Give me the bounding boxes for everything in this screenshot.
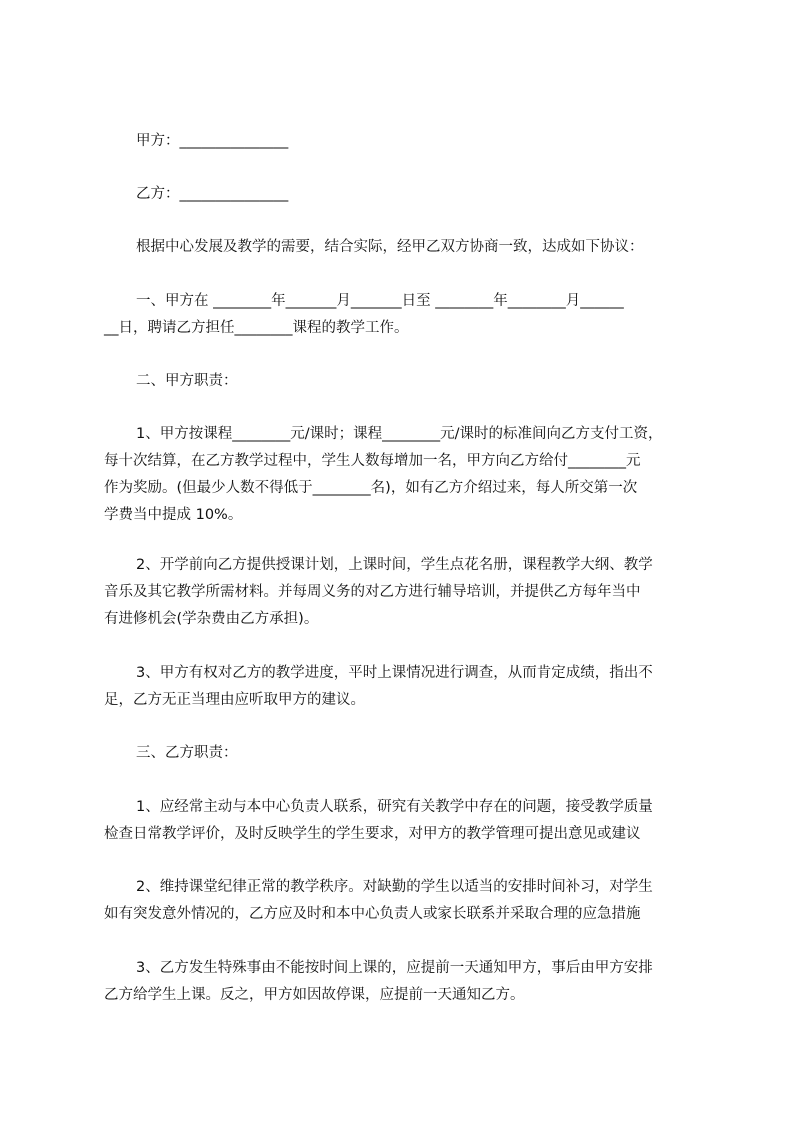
section-3-item-3 [104,955,724,1009]
s2-item2-line-1: 2、开学前向乙方提供授课计划，上课时间，学生点花名册，课程教学大纲、教学 [136,557,653,573]
section-2-item-2 [104,552,724,633]
intro-paragraph [136,234,756,261]
s3-item1-line-1: 1、应经常主动与本中心负责人联系，研究有关教学中存在的问题，接受教学质量 [136,799,653,815]
s2-item3-line-2: 足，乙方无正当理由应听取甲方的建议。 [104,692,365,708]
clause-1-paragraph [104,288,724,342]
party-a-text: 甲方：_______________ [136,133,289,149]
s2-item3-line-1: 3、甲方有权对乙方的教学进度，平时上课情况进行调查，从而肯定成绩，指出不 [136,665,653,681]
s3-item1-line-2: 检查日常教学评价，及时反映学生的学生要求，对甲方的教学管理可提出意见或建议 [104,826,641,842]
s2-item2-line-3: 有进修机会(学杂费由乙方承担)。 [104,611,319,627]
s3-item2-line-1: 2、维持课堂纪律正常的教学秩序。对缺勤的学生以适当的安排时间补习，对学生 [136,879,653,895]
section-3-item-1 [104,794,724,848]
s2-item1-line-2: 每十次结算，在乙方教学过程中，学生人数每增加一名，甲方向乙方给付________元 [104,453,641,469]
section-2-item-1 [104,421,724,529]
clause-1-line-1: 一、甲方在 ________年_______月_______日至 ________年________月______ [136,293,624,309]
section-2-title [136,368,756,395]
s3-item3-line-2: 乙方给学生上课。反之，甲方如因故停课，应提前一天通知乙方。 [104,987,525,1003]
s3-item2-line-2: 如有突发意外情况的，乙方应及时和本中心负责人或家长联系并采取合理的应急措施 [104,906,641,922]
party-a-line [136,128,756,155]
section-3-item-2 [104,874,724,928]
intro-text: 根据中心发展及教学的需要，结合实际，经甲乙双方协商一致，达成如下协议： [136,239,644,255]
s2-item1-line-4: 学费当中提成 10%。 [104,507,243,523]
section-3-title [136,740,756,767]
s3-item3-line-1: 3、乙方发生特殊事由不能按时间上课的，应提前一天通知甲方，事后由甲方安排 [136,960,653,976]
party-b-text: 乙方：_______________ [136,186,289,202]
section-2-item-3 [104,660,724,714]
s2-item1-line-3: 作为奖励。(但最少人数不得低于________名)，如有乙方介绍过来，每人所交第一次 [104,480,638,496]
clause-1-line-2: __日，聘请乙方担任________课程的教学工作。 [104,320,409,336]
s2-item2-line-2: 音乐及其它教学所需材料。并每周义务的对乙方进行辅导培训，并提供乙方每年当中 [104,584,641,600]
party-b-line [136,181,756,208]
section-2-title-text: 二、甲方职责： [136,373,238,389]
s2-item1-line-1: 1、甲方按课程________元/课时；课程________元/课时的标准间向乙方支付工资， [136,426,663,442]
section-3-title-text: 三、乙方职责： [136,745,238,761]
